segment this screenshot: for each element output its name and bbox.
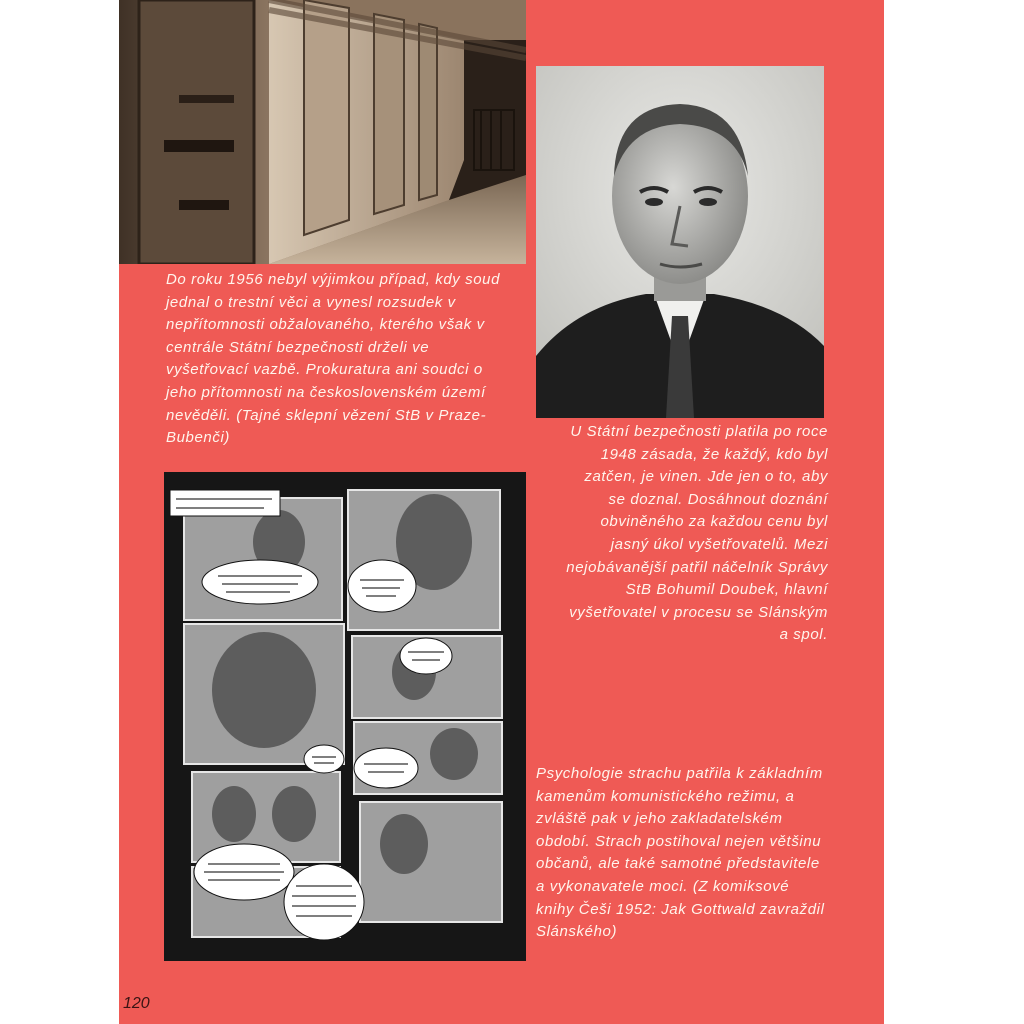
portrait-photo xyxy=(536,66,824,418)
caption-portrait: U Státní bezpečnosti platila po roce 1948 zásada, že každý, kdo byl zatčen, je vinen. Jde jen o to, aby se doznal. Dosáhnout doznání obviněného za každou cenu byl jasný úkol vyšetřovatelů. Mezi nejobávanější patřil náčelník Správy StB Bohumil Doubek, hlavní vyšetřovatel v procesu se Slánským a spol. xyxy=(566,423,828,644)
prison-corridor-photo xyxy=(119,0,526,264)
page-number: 120 xyxy=(123,995,150,1012)
caption-corridor: Do roku 1956 nebyl výjimkou případ, kdy soud jednal o trestní věci a vynesl rozsudek v nepřítomnosti obžalovaného, kterého však v centrále Státní bezpečnosti drželi ve vyšetřovací vazbě. Prokuratura ani soudci o jeho přítomnosti na československém území nevěděli. (Tajné sklepní vězení StB v Praze-Bubenči) xyxy=(166,271,501,447)
comic-page-image xyxy=(164,472,526,961)
caption-comic: Psychologie strachu patřila k základním kamenům komunistického režimu, a zvláště pak v jeho zakladatelském období. Strach postihoval nejen většinu občanů, ale také samotné představitele a vykonavatele moci. (Z komiksové knihy Češi 1952: Jak Gottwald zavraždil Slánského) xyxy=(536,765,825,941)
